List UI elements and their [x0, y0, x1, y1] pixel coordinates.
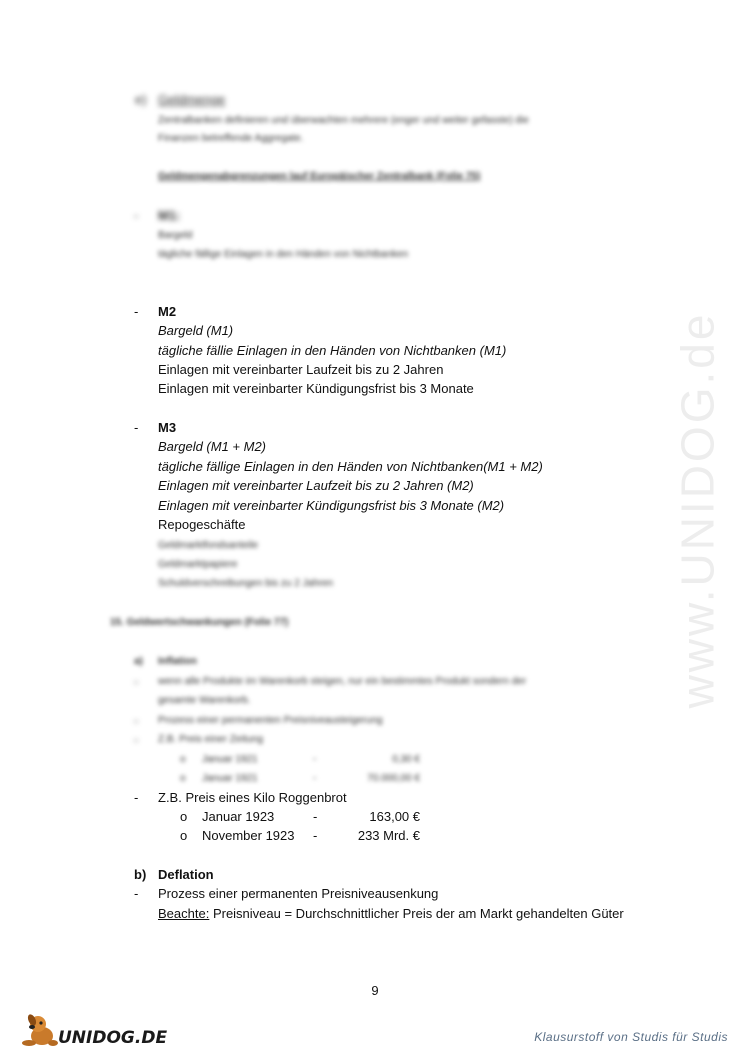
m2-dash: - — [134, 304, 139, 319]
brot-value: 233 Mrd. € — [357, 828, 420, 843]
m1-title: M1: — [158, 208, 181, 223]
inflation-item-1b: gesamte Warenkorb. — [158, 695, 251, 706]
inflation-item-3: Z.B. Preis einer Zeitung — [158, 734, 264, 745]
m3-line: Bargeld (M1 + M2) — [158, 439, 267, 454]
deflation-beachte — [158, 904, 624, 923]
brot-date: Januar 1923 — [202, 809, 275, 824]
m3-line: Einlagen mit vereinbarter Kündigungsfrist bis 3 Monate (M2) — [158, 498, 505, 513]
intro-line-2: Finanzen betreffende Aggregate. — [158, 133, 304, 144]
intro-subheading: Geldmengenabgrenzungen lauf Europäischer Zentralbank (Folie 75) — [158, 171, 481, 182]
brot-dash: - — [313, 828, 318, 843]
beachte-text: Preisniveau = Durchschnittlicher Preis der am Markt gehandelten Güter — [209, 906, 624, 921]
brot-bullet: o — [180, 828, 188, 843]
m2-line: Bargeld (M1) — [158, 323, 234, 338]
m1-line: tägliche fällige Einlagen in den Händen von Nichtbanken — [158, 249, 409, 260]
inflation-item-1a: wenn alle Produkte im Warenkorb steigen, nur ein bestimmtes Produkt sondern der — [158, 676, 527, 687]
logo-text: UNIDOG.DE — [58, 1028, 168, 1048]
zeitung-dash: - — [313, 773, 317, 784]
section-15-heading: 15. Geldwertschwankungen (Folie 77) — [110, 617, 289, 628]
deflation-title: Deflation — [158, 867, 214, 882]
zeitung-bullet: o — [180, 754, 186, 765]
m2-line: Einlagen mit vereinbarter Laufzeit bis zu 2 Jahren — [158, 362, 444, 377]
intro-heading: Geldmenge — [158, 92, 226, 107]
deflation-marker: b) — [134, 867, 147, 882]
m1-line: Bargeld — [158, 230, 193, 241]
intro-marker: e) — [135, 92, 147, 107]
m3-line: tägliche fällige Einlagen in den Händen von Nichtbanken(M1 + M2) — [158, 459, 543, 474]
brot-dash: - — [313, 809, 318, 824]
m3-dash: - — [134, 420, 139, 435]
m2-line: Einlagen mit vereinbarter Kündigungsfrist bis 3 Monate — [158, 381, 474, 396]
inflation-item-4: Z.B. Preis eines Kilo Roggenbrot — [158, 790, 347, 805]
deflation-line: Prozess einer permanenten Preisniveausenkung — [158, 886, 439, 901]
inflation-dash: - — [134, 732, 139, 747]
intro-line-1: Zentralbanken definieren und überwachten mehrere (enger und weiter gefasste) die — [158, 115, 529, 126]
zeitung-bullet: o — [180, 773, 186, 784]
brot-bullet: o — [180, 809, 188, 824]
m3-title: M3 — [158, 420, 177, 435]
inflation-marker: a) — [134, 656, 143, 667]
m2-title: M2 — [158, 304, 177, 319]
zeitung-value: 0,30 € — [392, 754, 420, 765]
zeitung-date: Januar 1921 — [202, 754, 258, 765]
m3-line-blurred: Geldmarktfondsanteile — [158, 540, 259, 551]
m3-line: Repogeschäfte — [158, 517, 246, 532]
watermark: www.UNIDOG.de — [671, 311, 724, 709]
inflation-dash: - — [134, 790, 139, 805]
dog-icon — [18, 1008, 168, 1050]
beachte-label: Beachte: — [158, 906, 210, 921]
inflation-title: Inflation — [158, 656, 197, 667]
footer-tagline: Klausurstoff von Studis für Studis — [534, 1030, 728, 1044]
zeitung-dash: - — [313, 754, 317, 765]
m3-line-blurred: Schuldverschreibungen bis zu 2 Jahren — [158, 578, 334, 589]
m3-line-blurred: Geldmarktpapiere — [158, 559, 238, 570]
m2-line: tägliche fällie Einlagen in den Händen von Nichtbanken (M1) — [158, 343, 507, 358]
deflation-dash: - — [134, 886, 139, 901]
page-number: 9 — [371, 983, 379, 998]
m1-dash: - — [134, 208, 139, 223]
m3-line: Einlagen mit vereinbarter Laufzeit bis zu 2 Jahren (M2) — [158, 478, 474, 493]
zeitung-date: Januar 1921 — [202, 773, 258, 784]
brot-date: November 1923 — [202, 828, 295, 843]
inflation-item-2: Prozess einer permanenten Preisniveausteigerung — [158, 715, 383, 726]
inflation-dash: - — [134, 674, 139, 689]
inflation-dash: - — [134, 713, 139, 728]
unidog-logo — [18, 1008, 168, 1050]
zeitung-value: 70.000,00 € — [367, 773, 420, 784]
brot-value: 163,00 € — [369, 809, 420, 824]
